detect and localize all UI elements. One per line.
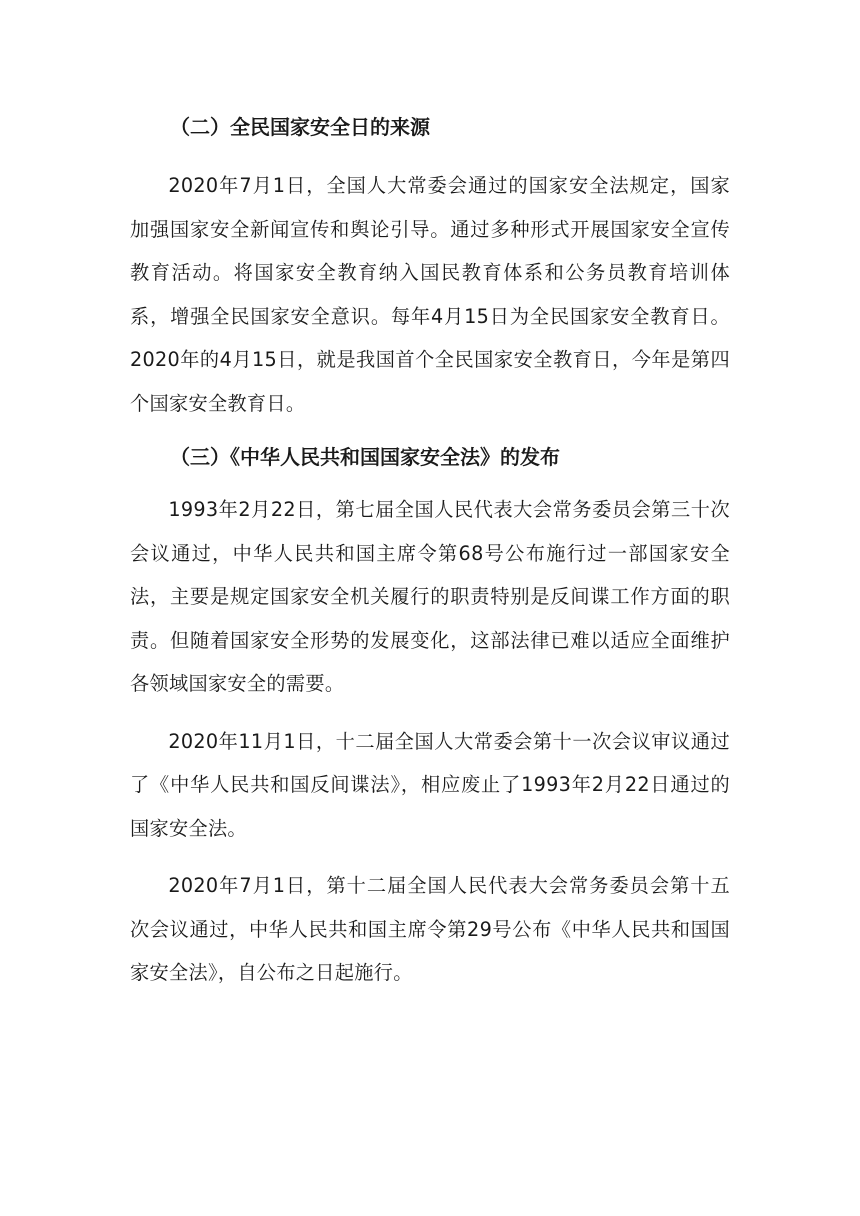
paragraph-1993-law: 1993年2月22日，第七届全国人民代表大会常务委员会第三十次会议通过，中华人民共和国主席令第68号公布施行过一部国家安全法，主要是规定国家安全机关履行的职责特别是反间谍工作方面的职责。但随着国家安全形势的发展变化，这部法律已难以适应全面维护各领域国家安全的需要。 [130, 498, 730, 695]
section-heading-origin: （二）全民国家安全日的来源 [170, 115, 430, 139]
paragraph-national-security-law: 2020年7月1日，第十二届全国人民代表大会常务委员会第十五次会议通过，中华人民共和国主席令第29号公布《中华人民共和国国家安全法》，自公布之日起施行。 [130, 874, 730, 984]
section-heading-law-release: （三）《中华人民共和国国家安全法》的发布 [170, 445, 560, 469]
paragraph-counter-espionage-law: 2020年11月1日，十二届全国人大常委会第十一次会议审议通过了《中华人民共和国反间谍法》，相应废止了1993年2月22日通过的国家安全法。 [130, 729, 730, 840]
paragraph-origin: 2020年7月1日，全国人大常委会通过的国家安全法规定，国家加强国家安全新闻宣传和舆论引导。通过多种形式开展国家安全宣传教育活动。将国家安全教育纳入国民教育体系和公务员教育培训体系，增强全民国家安全意识。每年4月15日为全民国家安全教育日。2020年的4月15日，就是我国首个全民国家安全教育日，今年是第四个国家安全教育日。 [130, 174, 730, 415]
document-body [130, 108, 730, 995]
